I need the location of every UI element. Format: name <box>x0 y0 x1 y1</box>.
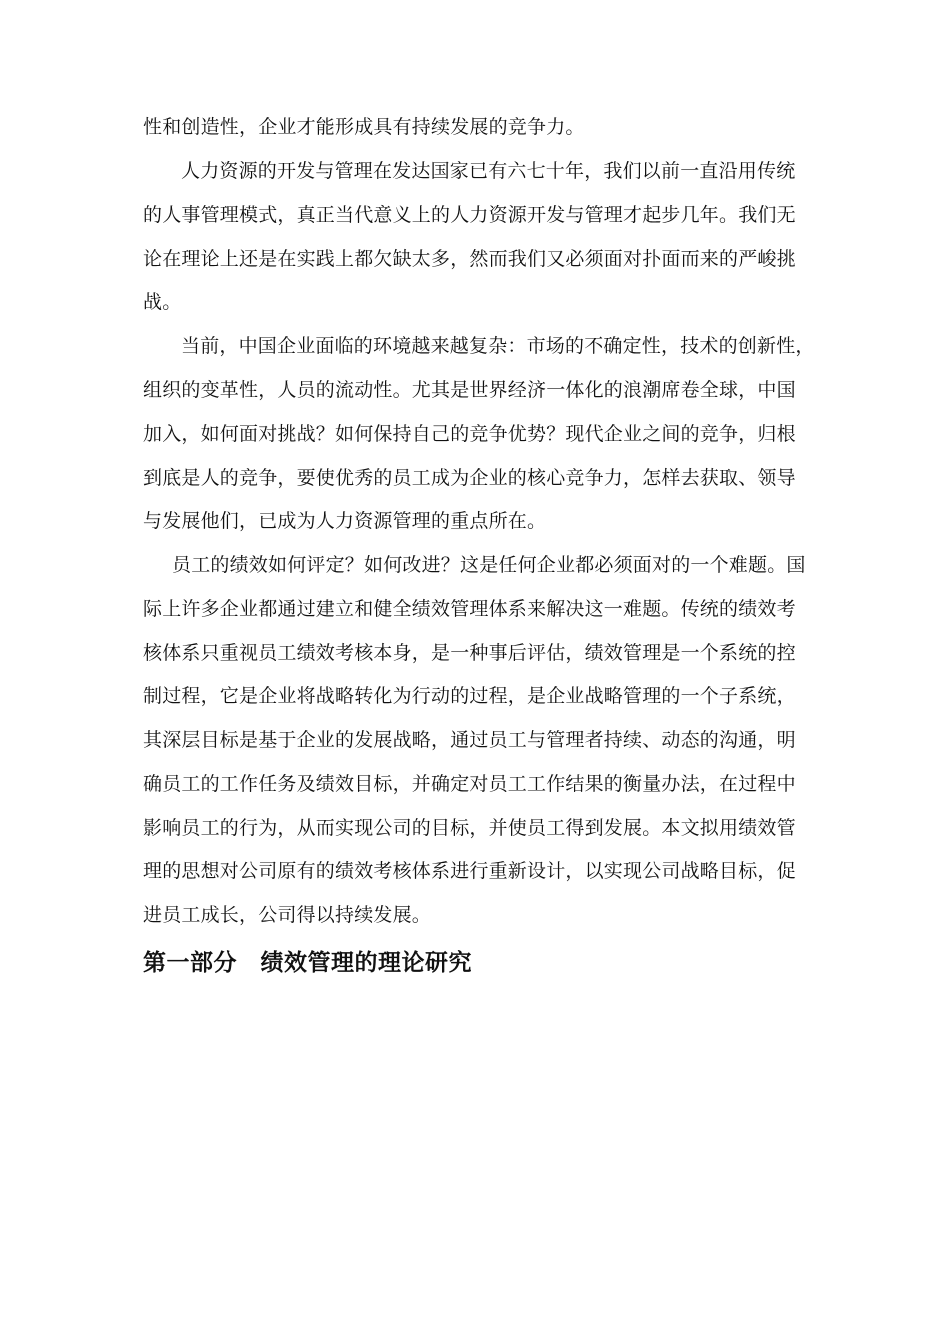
text-line: 的人事管理模式，真正当代意义上的人力资源开发与管理才起步几年。我们无 <box>143 204 796 226</box>
text-line: 进员工成长，公司得以持续发展。 <box>143 904 432 926</box>
text-line: 其深层目标是基于企业的发展战略，通过员工与管理者持续、动态的沟通，明 <box>143 729 796 751</box>
text-line: 与发展他们，已成为人力资源管理的重点所在。 <box>143 510 547 532</box>
text-line: 影响员工的行为，从而实现公司的目标，并使员工得到发展。本文拟用绩效管 <box>143 817 796 839</box>
text-line: 人力资源的开发与管理在发达国家已有六七十年，我们以前一直沿用传统 <box>181 160 796 182</box>
text-line: 战。 <box>143 291 182 313</box>
text-line: 核体系只重视员工绩效考核本身，是一种事后评估，绩效管理是一个系统的控 <box>143 642 796 664</box>
text-line: 加入，如何面对挑战？如何保持自己的竞争优势？现代企业之间的竞争，归根 <box>143 423 796 445</box>
section-heading: 第一部分 绩效管理的理论研究 <box>143 950 472 976</box>
text-line: 组织的变革性，人员的流动性。尤其是世界经济一体化的浪潮席卷全球，中国 <box>143 379 796 401</box>
text-line: 际上许多企业都通过建立和健全绩效管理体系来解决这一难题。传统的绩效考 <box>143 598 796 620</box>
text-line: 论在理论上还是在实践上都欠缺太多，然而我们又必须面对扑面而来的严峻挑 <box>143 248 796 270</box>
text-line: 制过程，它是企业将战略转化为行动的过程，是企业战略管理的一个子系统， <box>143 685 796 707</box>
text-line: 到底是人的竞争，要使优秀的员工成为企业的核心竞争力，怎样去获取、领导 <box>143 467 796 489</box>
text-line: 性和创造性，企业才能形成具有持续发展的竞争力。 <box>143 116 585 138</box>
text-line: 员工的绩效如何评定？如何改进？这是任何企业都必须面对的一个难题。国 <box>172 554 806 576</box>
text-line: 当前，中国企业面临的环境越来越复杂：市场的不确定性，技术的创新性， <box>181 335 815 357</box>
text-line: 确员工的工作任务及绩效目标，并确定对员工工作结果的衡量办法，在过程中 <box>143 773 796 795</box>
text-line: 理的思想对公司原有的绩效考核体系进行重新设计，以实现公司战略目标，促 <box>143 860 796 882</box>
